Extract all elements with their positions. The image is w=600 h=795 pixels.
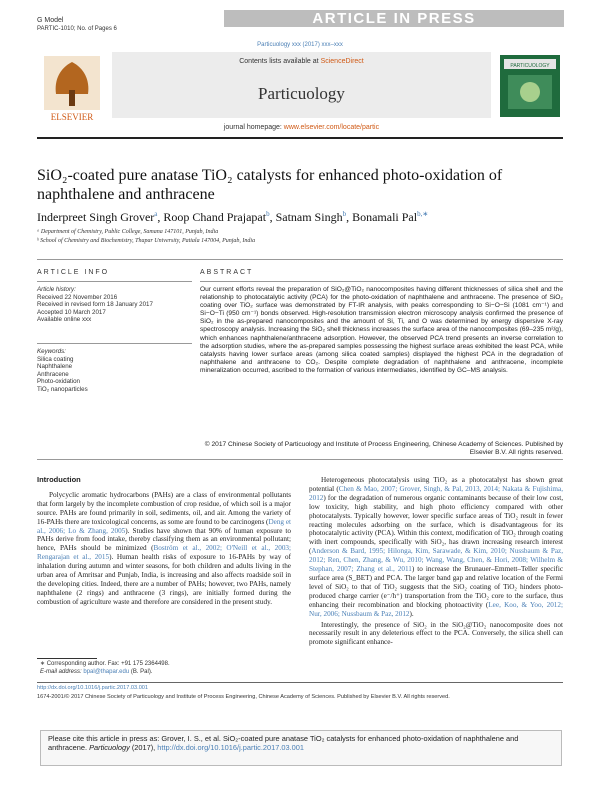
paragraph-text: ). Studies have shown that 90% of human exposure to PAHs derive from food intake, thereby classifying them as an environmental pollutant; hence, PAHs should be minimized ( (37, 526, 291, 553)
author-name[interactable]: Inderpreet Singh Grover (37, 210, 155, 224)
paragraph-text: Heterogeneous photocatalysis using TiO₂ as a photocatalyst has shown great potential ( (309, 476, 563, 493)
homepage-link[interactable]: www.elsevier.com/locate/partic (283, 124, 380, 131)
keyword: Naphthalene (37, 363, 73, 371)
journal-doi-line[interactable]: Particuology xxx (2017) xxx–xxx (257, 42, 343, 48)
abstract-heading: ABSTRACT (200, 269, 254, 276)
email-label: E-mail address: (40, 668, 84, 675)
article-in-press-banner: ARTICLE IN PRESS (224, 10, 564, 27)
citation-link[interactable]: Boström et al., 2002; O'Neill et al., 2003; Rengarajan et al., 2015 (37, 544, 292, 562)
paragraph (309, 476, 563, 619)
author-affil-mark[interactable]: a (154, 210, 158, 218)
abstract-copyright: © 2017 Chinese Society of Particuology and Institute of Process Engineering, Chinese Academy of Sciences. Published by Elsevier B.V. All rights reserved. (204, 441, 563, 456)
journal-cover (500, 55, 560, 117)
citation-doi-link[interactable]: http://dx.doi.org/10.1016/j.partic.2017.03.001 (157, 743, 304, 752)
introduction-heading: Introduction (37, 475, 81, 484)
paragraph: Interestingly, the presence of SiO₂ in the SiO₂@TiO₂ nanocomposite does not necessarily result in any deleterious effect to the PCA. Conversely, the silica shell can promote significant enhance- (309, 620, 563, 647)
header-divider (37, 137, 563, 139)
author-list: Inderpreet Singh Grover$^a$, Roop Chand Prajapat$^b$, Satnam Singh$^b$, Bonamali Pal$^{b,∗}$ (37, 210, 429, 224)
history-item: Received in revised form 18 January 2017 (37, 301, 153, 309)
abstract-text: Our current efforts reveal the preparation of SiO₂@TiO₂ nanocomposites having different thicknesses of silica shell and the relationship to photocatalytic activity (PCA) for the photo-oxidation of naphthalene and anthracene. The presence of SiO₂ coating over TiO₂ surface was demonstrated by FT-IR analysis, with peaks corresponding to Si−O−Si (1081 cm⁻¹) and Si−O−Ti (950 cm⁻¹) bonds observed. High-resolution transmission electron microscopy analysis confirmed the presence of SiO₂ in the as-prepared nanocomposites and the amount of Si, Ti, and O was determined by energy dispersive X-ray spectroscopy analysis. Increasing the SiO₂ shell thickness increases the surface area of the nanocomposites (69–235 m²/g), which enhances naphthalene/anthracene adsorption. However, the observed PCA trend presents an inverse correlation to the adsorption studies, where the as-prepared samples possessing the highest surface areas exhibited the least PCA, while catalysts having lower surface areas (among silica coated samples) displayed the highest PCA in the degradation of naphthalene and anthracene to CO₂. Despite complete degradation of naphthalene and anthracene, incomplete mineralization occurred, ascribed to the formation of various intermediates, identified by GC–MS analysis. (200, 286, 563, 374)
keywords-divider (37, 343, 192, 344)
keywords (37, 348, 192, 394)
article-code: PARTIC-1010; No. of Pages 6 (37, 26, 117, 32)
history-item: Available online xxx (37, 316, 92, 324)
journal-title: Particuology (258, 84, 345, 103)
journal-code: G Model (37, 17, 64, 24)
article-doi-link[interactable]: http://dx.doi.org/10.1016/j.partic.2017.03.001 (37, 685, 149, 691)
article-info-heading: ARTICLE INFO (37, 269, 110, 276)
email-link[interactable]: bpal@thapar.edu (83, 668, 130, 675)
info-divider (37, 281, 192, 282)
affiliation-a: ᵃ Department of Chemistry, Public College, Samana 147101, Punjab, India (37, 229, 219, 235)
affiliation-b: ᵇ School of Chemistry and Biochemistry, Thapar University, Patiala 147004, Punjab, India (37, 238, 256, 244)
history-item: Received 22 November 2016 (37, 293, 118, 301)
paragraph (37, 491, 291, 607)
corresponding-author: ∗ Corresponding author. Fax: +91 175 2364498. (40, 661, 170, 667)
publisher-logo-text: ELSEVIER (50, 112, 94, 122)
footnote-rule (37, 658, 97, 659)
history-label: Article history: (37, 286, 76, 293)
sciencedirect-link[interactable]: ScienceDirect (320, 58, 364, 65)
body-divider (37, 459, 563, 460)
author-name[interactable]: Roop Chand Prajapat (163, 210, 267, 224)
citation-prefix: Please cite this article in press as: Grover, I. S., et al. SiO₂-coated pure anatase TiO₂ catalysts for enhanced photo-oxidation of naphthalene and anthracene. (48, 734, 519, 752)
paragraph-text: ). Human health risks of exposure to 16-PAHs by way of inhalation during autumn and winter seasons, for both children and adults living in the urban area of Amritsar and Punjab, India, is increasing and also affects roadside soil in the developing cities. Indeed, there are a number of PAHs; however, two PAHs, namely naphthalene (2 rings) and anthracene (3 rings), are initially formed during the combustion of agriculture waste and therefore are considered in the present study. (37, 553, 291, 606)
citation-journal: Particuology (89, 743, 130, 752)
cover-title: PARTICUOLOGY (510, 63, 550, 69)
keyword: Anthracene (37, 370, 69, 378)
paragraph-text: ) to increase the Brunauer–Emmett–Teller specific surface area (S_BET) and PCA. The larger band gap and relative location of the Fermi level of SiO₂ to that of TiO₂ suggests that the SiO₂ coating of TiO₂ hinders photo-produced charge carrier (e⁻/h⁺) transportation from the TiO₂ core to the surface, thus enhancing their recombination and blocking photoactivity ( (309, 565, 564, 609)
article-history (37, 286, 192, 324)
abstract-divider (200, 281, 563, 282)
section-divider (37, 259, 563, 260)
left-column (37, 476, 291, 609)
author-affil-mark[interactable]: b (266, 210, 270, 218)
keyword: TiO₂ nanoparticles (37, 385, 88, 393)
right-column (309, 476, 563, 649)
keyword: Photo-oxidation (37, 378, 80, 386)
author-affil-mark[interactable]: b (342, 210, 347, 218)
keywords-label: Keywords: (37, 348, 66, 355)
paragraph-text: ). (409, 609, 414, 618)
article-title: SiO₂-coated pure anatase TiO₂ catalysts for enhanced photo-oxidation of naphthalene and anthracene (37, 167, 503, 203)
contents-line (112, 58, 491, 65)
citation-link[interactable]: Anderson & Bard, 1995; Hilonga, Kim, Sarawade, & Kim, 2010; Nussbaum & Paz, 2012; Ren, Chen, Zhang, & Wu, 2010; Wang, Wang, Chen, & Hori, 2008; Wilhelm & Stephan, 2007; Zhang et al., 2011 (309, 547, 563, 574)
homepage-line (112, 124, 491, 131)
paragraph-text: ) for the degradation of numerous organic contaminants because of their low cost, low toxicity, high stability, and high photo efficiency compared with other photocatalysts. Typically however, lower specific surface areas of TiO₂ result in fewer reacting molecules adsorbing on the surface, which is disadvantageous for its photocatalytic activity (PCA). Within this context, modification of TiO₂ through coating with inert compounds, specifically with SiO₂, has drawn increasing research interest ( (309, 493, 563, 556)
elsevier-logo (40, 54, 104, 126)
paragraph-text: Polycyclic aromatic hydrocarbons (PAHs) are a class of environmental pollutants that form largely by the incomplete combustion of crop residue, of which soil is a major source. PAHs are found primarily in soil, sediments, oil, and air. Among the variety of 16-PAHs there are toxicological concerns, as some are found to be carcinogens ( (37, 490, 291, 526)
email-line (40, 669, 170, 677)
homepage-prefix: journal homepage: (223, 124, 284, 131)
author-affil-mark[interactable]: b,∗ (417, 210, 429, 218)
citation-link[interactable]: Deng et al., 2006; Lo & Zhang, 2005 (37, 517, 292, 535)
citation-mid: (2017), (129, 743, 158, 752)
keyword: Silica coating (37, 355, 74, 363)
history-item: Accepted 10 March 2017 (37, 308, 106, 316)
author-name[interactable]: Satnam Singh (275, 210, 343, 224)
contents-prefix: Contents lists available at (239, 58, 321, 65)
footer-divider (37, 682, 563, 683)
citation-link[interactable]: Lee, Koo, & Yoo, 2012; Nur, 2006; Nussbaum & Paz, 2012 (309, 600, 563, 618)
author-name[interactable]: Bonamali Pal (352, 210, 418, 224)
issn-copyright: 1674-2001/© 2017 Chinese Society of Particuology and Institute of Process Engineering, Chinese Academy of Sciences. Published by Elsevier B.V. All rights reserved. (37, 694, 450, 700)
citation-link[interactable]: Chen & Mao, 2007; Grover, Singh, & Pal, 2013, 2014; Nakata & Fujishima, 2012 (309, 484, 564, 502)
email-suffix: (B. Pal). (129, 668, 153, 675)
citation-text (48, 734, 553, 752)
footnote (40, 661, 170, 676)
